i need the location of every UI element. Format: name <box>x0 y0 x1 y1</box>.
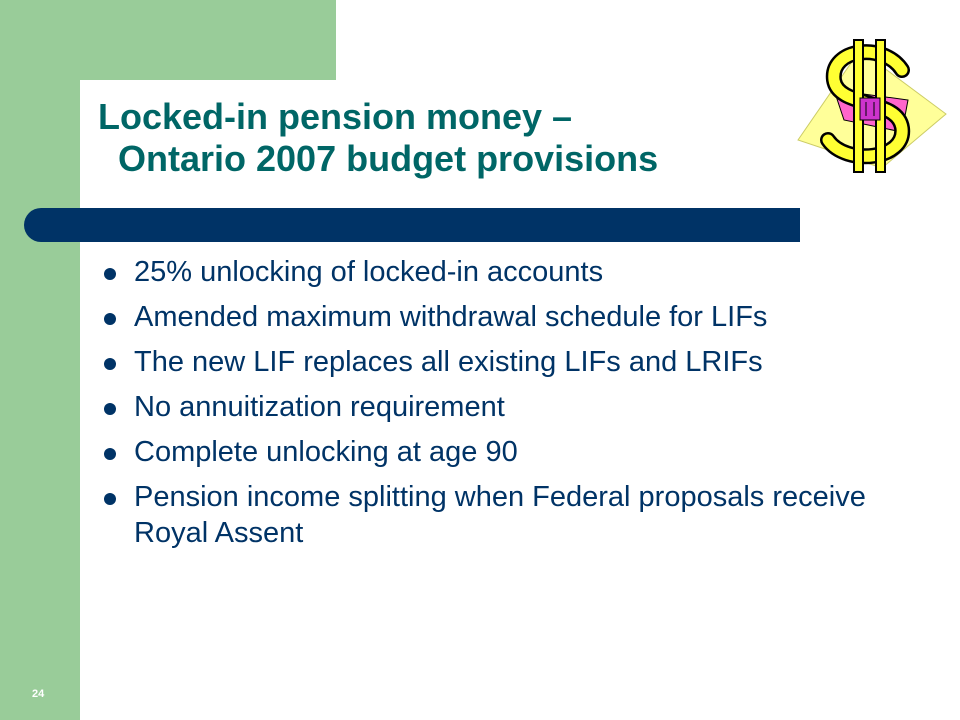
slide-title-line-1: Locked-in pension money – <box>98 96 573 137</box>
dollar-sign-clipart-icon <box>790 36 950 176</box>
slide-title-line-2: Ontario 2007 budget provisions <box>118 138 659 179</box>
bullet-item: No annuitization requirement <box>104 389 884 425</box>
bullet-item: 25% unlocking of locked-in accounts <box>104 254 884 290</box>
bullet-list <box>104 254 884 560</box>
left-green-band <box>0 0 80 720</box>
slide-title <box>98 96 798 180</box>
page-number: 24 <box>32 688 45 700</box>
top-green-band <box>80 0 336 80</box>
bullet-item: Amended maximum withdrawal schedule for LIFs <box>104 299 884 335</box>
bullet-item: The new LIF replaces all existing LIFs and LRIFs <box>104 344 884 380</box>
bullet-item: Complete unlocking at age 90 <box>104 434 884 470</box>
title-divider-bar <box>24 208 800 242</box>
bullet-item: Pension income splitting when Federal proposals receive Royal Assent <box>104 479 884 551</box>
